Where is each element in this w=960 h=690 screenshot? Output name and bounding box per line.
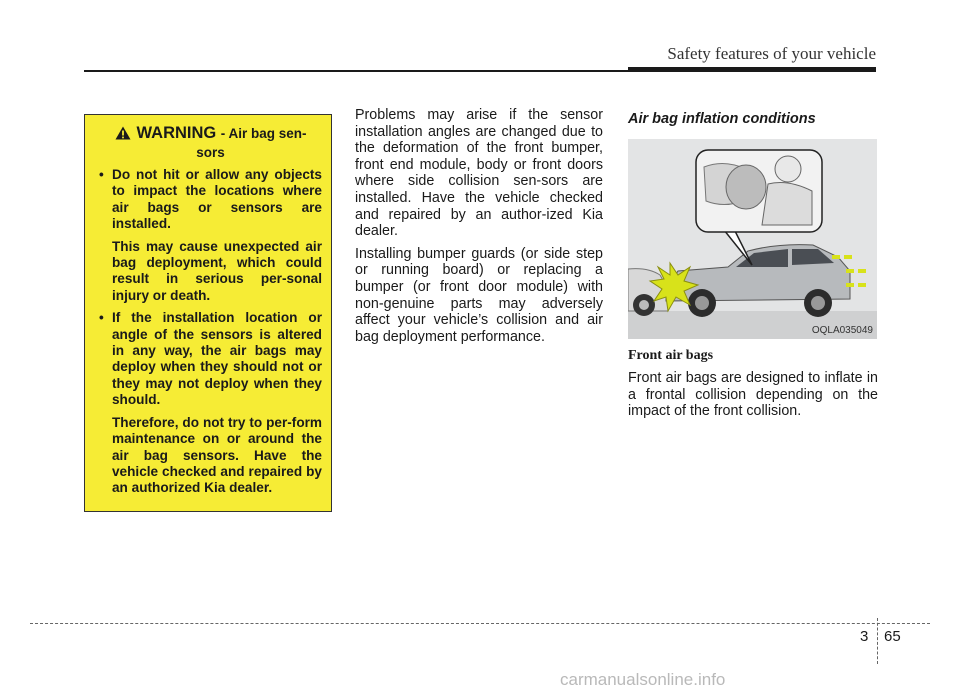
warning-subtitle: - Air bag sen- <box>220 126 307 141</box>
chapter-number: 3 <box>860 628 869 645</box>
page-number-divider <box>877 618 878 664</box>
subhead: Front air bags <box>628 348 714 363</box>
body-column-middle <box>355 107 603 345</box>
watermark: carmanualsonline.info <box>560 670 726 689</box>
warning-subtitle-cont: sors <box>196 145 225 160</box>
airbag-illustration <box>628 139 877 339</box>
footer-rule <box>30 623 930 624</box>
figure-code: OQLA035049 <box>811 325 873 336</box>
warning-heading <box>99 125 322 144</box>
page-number: 65 <box>884 628 901 645</box>
warning-label: WARNING <box>136 124 217 142</box>
body-paragraph: Problems may arise if the sensor installation angles are changed due to the deformation of the front bumper, front end module, body or front doors where side collision sen-sors are installed. Have the vehicle checked and repaired by an author-ized Kia dealer. <box>355 107 603 240</box>
warning-paragraph: Therefore, do not try to per-form maintenance on or around the air bag sensors. Have the vehicle checked and repaired by an authorized Kia dealer. <box>112 414 322 496</box>
running-header: Safety features of your vehicle <box>667 44 876 63</box>
warning-paragraph: • If the installation location or angle of the sensors is altered in any way, the air bags may deploy when they should not or they may not deploy when they should. <box>112 310 322 408</box>
collision-illustration <box>628 139 877 339</box>
warning-bullet <box>99 310 322 496</box>
section-title: Air bag inflation conditions <box>628 111 816 127</box>
body-paragraph: Front air bags are designed to inflate in a frontal collision depending on the impact of the front collision. <box>628 370 878 420</box>
body-paragraph: Installing bumper guards (or side step or running board) or replacing a bumper (or front door module) with non-genuine parts may adversely affect your vehicle’s collision and air bag deployment performance. <box>355 245 603 345</box>
warning-triangle-icon <box>115 126 131 144</box>
warning-paragraph: This may cause unexpected air bag deployment, which could result in serious per-sonal injury or death. <box>112 238 322 303</box>
warning-box <box>84 114 332 512</box>
warning-paragraph: • Do not hit or allow any objects to impact the locations where air bags or sensors are installed. <box>112 167 322 232</box>
header-rule-accent <box>628 67 876 72</box>
warning-bullet <box>99 167 322 304</box>
